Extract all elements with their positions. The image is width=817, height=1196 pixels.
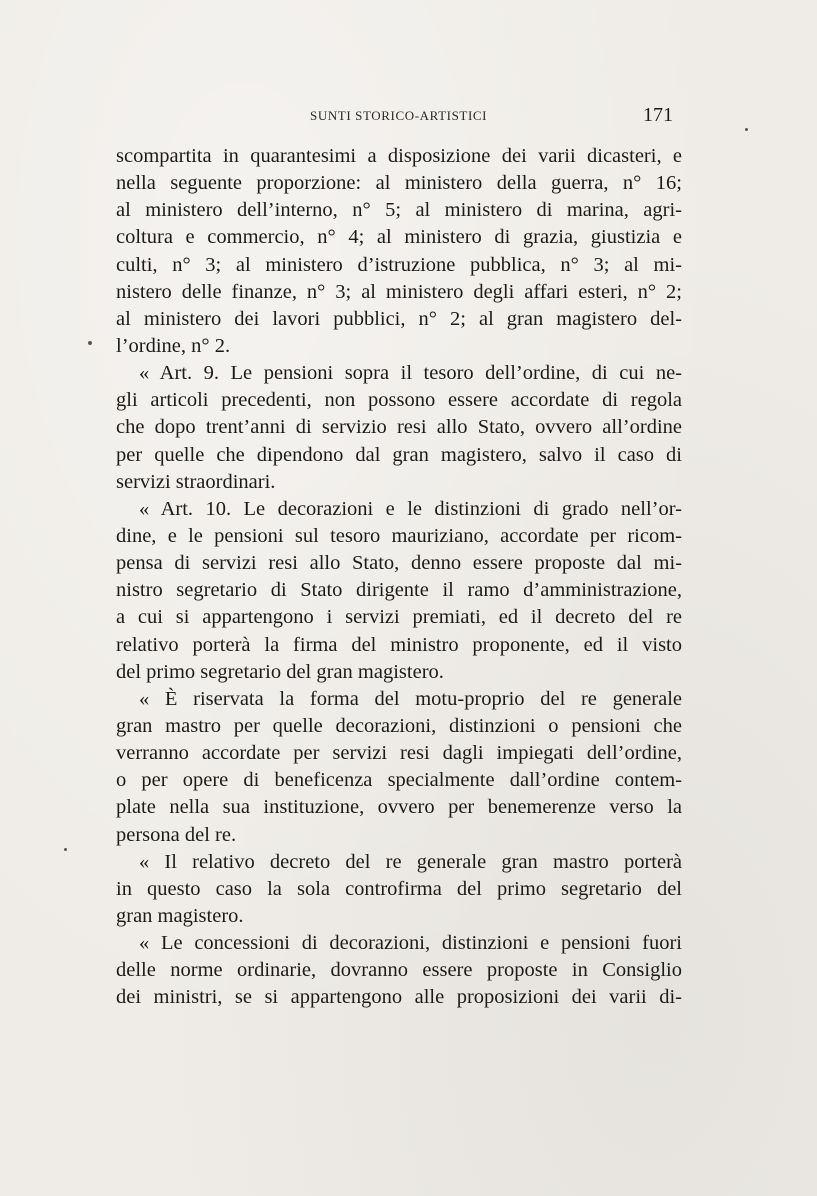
text-line: a cui si appartengono i servizi premiati, ed il decreto del re xyxy=(116,606,682,629)
text-line: o per opere di beneficenza specialmente dall’ordine contem- xyxy=(116,769,682,792)
text-line: « Art. 10. Le decorazioni e le distinzioni di grado nell’or- xyxy=(139,497,682,520)
running-head xyxy=(0,104,817,128)
text-line: gran magistero. xyxy=(116,904,244,927)
text-line: « Art. 9. Le pensioni sopra il tesoro dell’ordine, di cui ne- xyxy=(139,362,682,385)
text-line: nistero delle finanze, n° 3; al ministero degli affari esteri, n° 2; xyxy=(116,280,682,303)
text-line: che dopo trent’anni di servizio resi allo Stato, ovvero all’ordine xyxy=(116,416,682,439)
text-line: al ministero dell’interno, n° 5; al ministero di marina, agri- xyxy=(116,199,682,222)
speck-mark xyxy=(745,128,748,131)
text-line: gli articoli precedenti, non possono essere accordate di regola xyxy=(116,389,682,412)
text-line: nella seguente proporzione: al ministero della guerra, n° 16; xyxy=(116,172,682,195)
text-line: culti, n° 3; al ministero d’istruzione pubblica, n° 3; al mi- xyxy=(116,253,682,276)
text-line: per quelle che dipendono dal gran magistero, salvo il caso di xyxy=(116,443,682,466)
text-line: delle norme ordinarie, dovranno essere proposte in Consiglio xyxy=(116,959,682,982)
text-line: verranno accordate per servizi resi dagli impiegati dell’ordine, xyxy=(116,742,682,765)
text-line: plate nella sua instituzione, ovvero per benemerenze verso la xyxy=(116,796,682,819)
text-line: del primo segretario del gran magistero. xyxy=(116,660,444,683)
text-line: « Il relativo decreto del re generale gran mastro porterà xyxy=(139,850,682,873)
text-line: dine, e le pensioni sul tesoro mauriziano, accordate per ricom- xyxy=(116,524,682,547)
speck-mark xyxy=(88,341,92,345)
text-line: pensa di servizi resi allo Stato, denno essere proposte dal mi- xyxy=(116,552,682,575)
body-text xyxy=(116,143,682,1012)
text-line: nistro segretario di Stato dirigente il ramo d’amministrazione, xyxy=(116,579,682,602)
text-line: gran mastro per quelle decorazioni, distinzioni o pensioni che xyxy=(116,714,682,737)
text-line: in questo caso la sola controfirma del primo segretario del xyxy=(116,877,682,900)
text-line: al ministero dei lavori pubblici, n° 2; al gran magistero del- xyxy=(116,307,682,330)
running-title: SUNTI STORICO-ARTISTICI xyxy=(310,108,488,123)
text-line: scompartita in quarantesimi a disposizione dei varii dicasteri, e xyxy=(116,145,682,167)
text-line: l’ordine, n° 2. xyxy=(116,334,231,357)
text-line: relativo porterà la firma del ministro proponente, ed il visto xyxy=(116,633,682,656)
text-line: « Le concessioni di decorazioni, distinzioni e pensioni fuori xyxy=(139,932,682,955)
text-line: dei ministri, se si appartengono alle proposizioni dei varii di- xyxy=(116,986,682,1009)
speck-mark xyxy=(64,848,67,851)
text-line: servizi straordinari. xyxy=(116,470,276,493)
text-line: coltura e commercio, n° 4; al ministero di grazia, giustizia e xyxy=(116,226,682,249)
page-number: 171 xyxy=(643,104,673,126)
text-line: « È riservata la forma del motu-proprio del re generale xyxy=(139,687,682,710)
text-line: persona del re. xyxy=(116,823,237,846)
